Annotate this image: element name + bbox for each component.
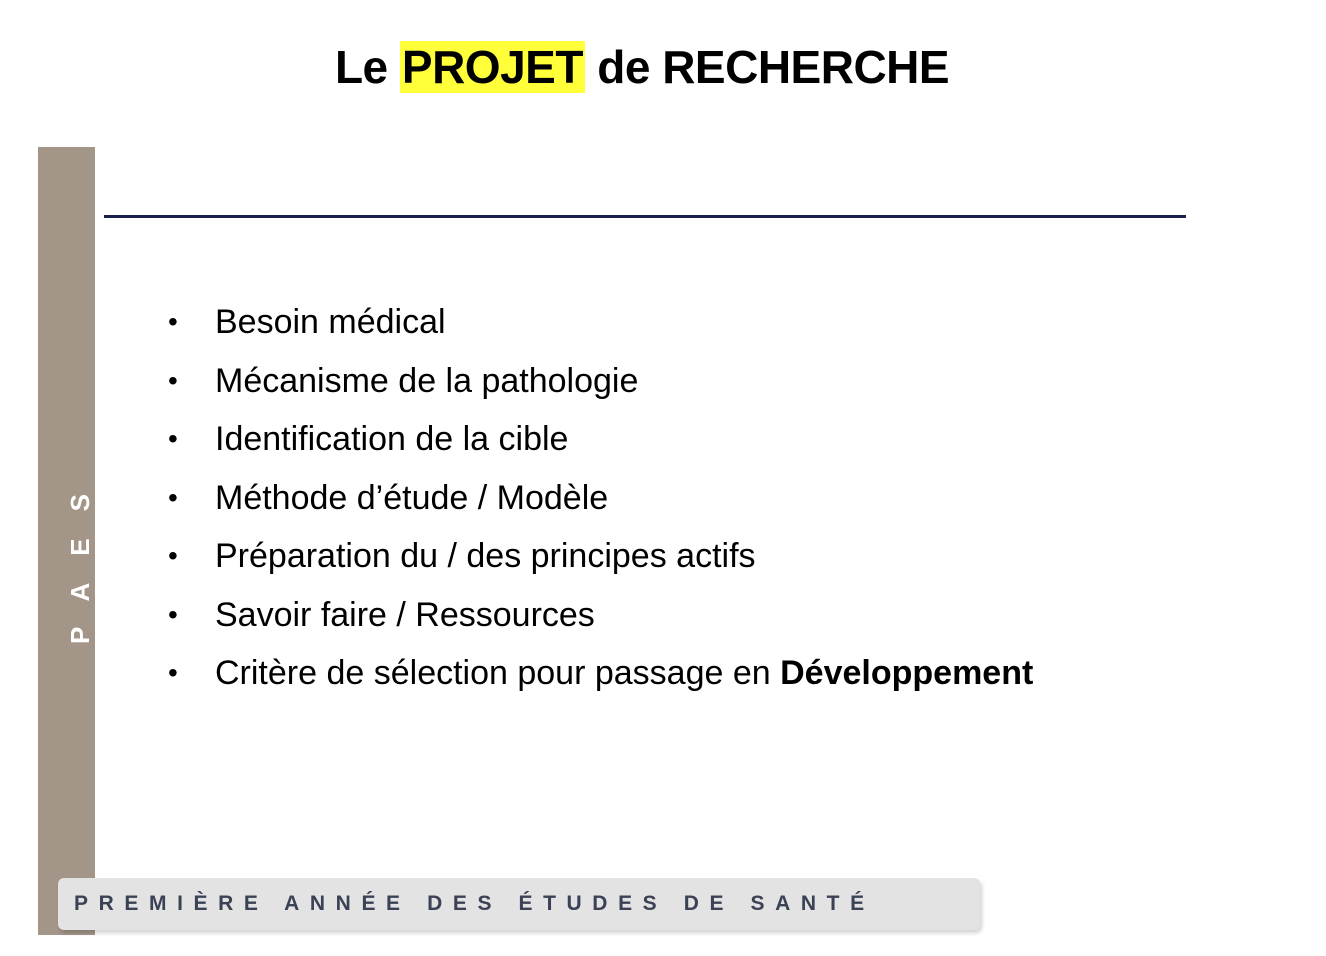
bullet-text: Méthode d’étude / Modèle: [215, 478, 609, 517]
footer-banner: [58, 878, 980, 930]
bullet-bold-text: Développement: [780, 654, 1034, 692]
list-item: [168, 296, 1033, 355]
list-item: [168, 355, 1033, 414]
bullet-list: [168, 296, 1033, 706]
bullet-icon: •: [168, 306, 178, 337]
bullet-text: Besoin médical: [215, 303, 446, 341]
bullet-text: Savoir faire / Ressources: [215, 595, 595, 634]
list-item: [168, 472, 1033, 531]
footer-text: PREMIÈRE ANNÉE DES ÉTUDES DE SANTÉ: [74, 892, 875, 915]
bullet-text: Préparation du / des principes actifs: [215, 537, 756, 575]
side-label: PAES: [64, 466, 95, 644]
list-item: [168, 589, 1033, 648]
title-prefix: Le: [334, 41, 400, 93]
title-highlight: PROJET: [401, 41, 583, 93]
bullet-icon: •: [168, 364, 178, 396]
side-label-container: [38, 455, 95, 655]
bullet-icon: •: [168, 657, 178, 688]
list-item: [168, 530, 1033, 589]
bullet-icon: •: [168, 481, 178, 513]
bullet-icon: •: [168, 423, 178, 454]
slide-title: [0, 40, 1284, 94]
title-suffix: de RECHERCHE: [584, 41, 950, 93]
list-item: [168, 647, 1033, 706]
header-rule: [104, 215, 1186, 218]
bullet-text: Identification de la cible: [215, 420, 569, 458]
bullet-text: Mécanisme de la pathologie: [215, 361, 639, 400]
list-item: [168, 413, 1033, 472]
bullet-icon: •: [168, 598, 178, 630]
bullet-text: Critère de sélection pour passage en: [215, 654, 781, 692]
bullet-icon: •: [168, 540, 178, 571]
